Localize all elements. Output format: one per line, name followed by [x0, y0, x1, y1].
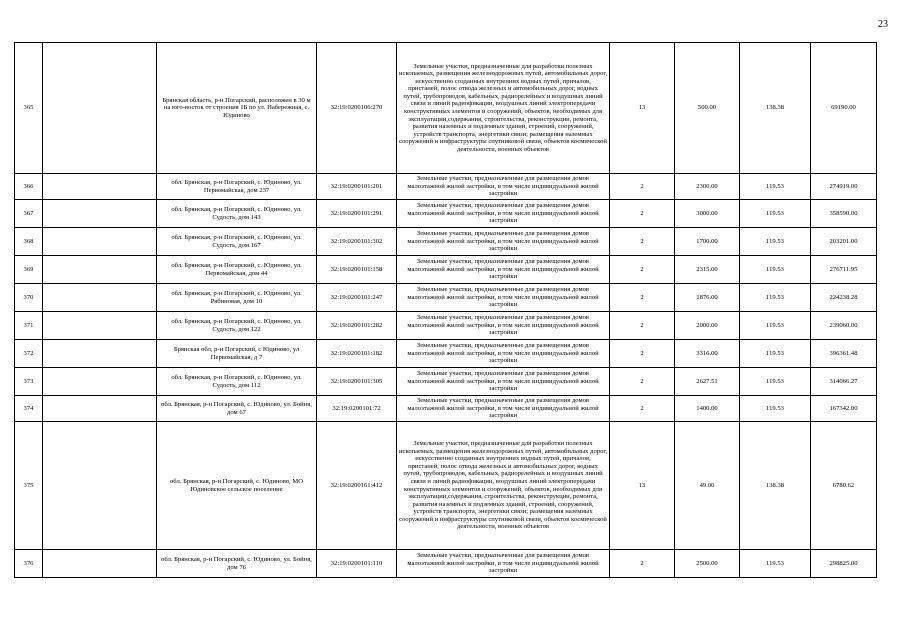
category-cell: 2 [610, 396, 675, 422]
rate-cell: 119.53 [740, 284, 811, 312]
rate-cell: 138.38 [740, 422, 811, 550]
cadastral-value-cell: 239060.00 [811, 312, 877, 340]
blank-cell [43, 43, 157, 174]
blank-cell [43, 312, 157, 340]
address-cell: обл. Брянская, р-н Погарский, с. Юдиново, ул. Судость, дом 112 [157, 368, 317, 396]
blank-cell [43, 228, 157, 256]
category-cell: 2 [610, 340, 675, 368]
cadastral-number-cell: 32:19:0200101:302 [317, 228, 397, 256]
row-number: 376 [15, 550, 43, 578]
table-row [15, 368, 877, 396]
address-cell: обл. Брянская, р-н Погарский, с. Юдиново, ул. Судость, дом 143 [157, 200, 317, 228]
rate-cell: 119.53 [740, 174, 811, 200]
blank-cell [43, 396, 157, 422]
cadastral-value-cell: 314066.27 [811, 368, 877, 396]
cadastral-number-cell: 32:19:0200101:182 [317, 340, 397, 368]
cadastral-number-cell: 32:19:0200101:282 [317, 312, 397, 340]
blank-cell [43, 340, 157, 368]
land-use-cell: Земельные участки, предназначенные для разработки полезных ископаемых, размещения железнодорожных путей, автомобильных дорог, искусственно созданных внутренних водных путей, причалов, пристаней, полос отвода железных и автомобильных дорог, водных путей, трубопроводов, кабельных, радиорелейных и воздушных линий связи и линий радиофикации, воздушных линий электропередачи конструктивных элементов и сооружений, объектов, необходимых для эксплуатации,содержания, строительства, реконструкции, ремонта, развития наземных и подземных зданий, строений, сооружений, устройств транспорта, энергетики связи; размещения наземных сооружений и инфраструктуры спутниковой связи, объектов космической деятельности, военных объектов [397, 43, 610, 174]
table-row [15, 43, 877, 174]
area-cell: 500.00 [675, 43, 740, 174]
address-cell: Брянская область, р-н Погарский, расположен в 30 м на юго-восток от строения 1Б по ул. Набережная, с. Юдиново [157, 43, 317, 174]
cadastral-number-cell: 32:19:0200101:291 [317, 200, 397, 228]
blank-cell [43, 550, 157, 578]
table-row [15, 200, 877, 228]
blank-cell [43, 368, 157, 396]
cadastral-value-cell: 396361.48 [811, 340, 877, 368]
cadastral-number-cell: 32:19:0200101:158 [317, 256, 397, 284]
table-body [15, 43, 877, 578]
cadastral-value-cell: 274919.00 [811, 174, 877, 200]
area-cell: 1876.00 [675, 284, 740, 312]
row-number: 369 [15, 256, 43, 284]
cadastral-value-cell: 167342.00 [811, 396, 877, 422]
category-cell: 2 [610, 312, 675, 340]
blank-cell [43, 256, 157, 284]
blank-cell [43, 422, 157, 550]
table-row [15, 340, 877, 368]
row-number: 367 [15, 200, 43, 228]
row-number: 371 [15, 312, 43, 340]
address-cell: обл. Брянская, р-н Погарский, с. Юдиново, МО Юдиновское сельское поселение [157, 422, 317, 550]
rate-cell: 119.53 [740, 550, 811, 578]
category-cell: 2 [610, 256, 675, 284]
area-cell: 1700.00 [675, 228, 740, 256]
category-cell: 2 [610, 228, 675, 256]
table-row [15, 174, 877, 200]
cadastral-number-cell: 32:19:0200101:110 [317, 550, 397, 578]
land-use-cell: Земельные участки, предназначенные для размещения домов малоэтажной жилой застройки, в том числе индивидуальной жилой застройки [397, 174, 610, 200]
row-number: 365 [15, 43, 43, 174]
blank-cell [43, 200, 157, 228]
category-cell: 2 [610, 550, 675, 578]
row-number: 366 [15, 174, 43, 200]
area-cell: 49.00 [675, 422, 740, 550]
rate-cell: 119.53 [740, 340, 811, 368]
row-number: 374 [15, 396, 43, 422]
address-cell: обл. Брянская, р-н Погарский, с. Юдиново, ул. Бойня, дом 76 [157, 550, 317, 578]
table-row [15, 228, 877, 256]
address-cell: обл. Брянская, р-н Погарский, с. Юдиново, ул. Бойня, дом 67 [157, 396, 317, 422]
land-use-cell: Земельные участки, предназначенные для размещения домов малоэтажной жилой застройки, в том числе индивидуальной жилой застройки [397, 284, 610, 312]
land-use-cell: Земельные участки, предназначенные для размещения домов малоэтажной жилой застройки, в том числе индивидуальной жилой застройки [397, 550, 610, 578]
area-cell: 3316.00 [675, 340, 740, 368]
area-cell: 2000.00 [675, 312, 740, 340]
category-cell: 2 [610, 368, 675, 396]
rate-cell: 119.53 [740, 256, 811, 284]
land-use-cell: Земельные участки, предназначенные для размещения домов малоэтажной жилой застройки, в том числе индивидуальной жилой застройки [397, 368, 610, 396]
cadastral-value-cell: 358590.00 [811, 200, 877, 228]
land-use-cell: Земельные участки, предназначенные для размещения домов малоэтажной жилой застройки, в том числе индивидуальной жилой застройки [397, 200, 610, 228]
rate-cell: 119.53 [740, 396, 811, 422]
cadastral-value-cell: 6780.62 [811, 422, 877, 550]
address-cell: обл. Брянская, р-н Погарский, с. Юдиново, ул. Судость, дом 122 [157, 312, 317, 340]
blank-cell [43, 284, 157, 312]
rate-cell: 138.38 [740, 43, 811, 174]
row-number: 368 [15, 228, 43, 256]
land-use-cell: Земельные участки, предназначенные для размещения домов малоэтажной жилой застройки, в том числе индивидуальной жилой застройки [397, 256, 610, 284]
address-cell: обл. Брянская, р-н Погарский, с. Юдиново, ул. Первомайская, дом 237 [157, 174, 317, 200]
table-row [15, 256, 877, 284]
row-number: 373 [15, 368, 43, 396]
area-cell: 2300.00 [675, 174, 740, 200]
row-number: 375 [15, 422, 43, 550]
land-plots-table [14, 42, 877, 578]
table-row [15, 396, 877, 422]
address-cell: обл. Брянская, р-н Погарский, с. Юдиново, ул. Судость, дом 167 [157, 228, 317, 256]
cadastral-number-cell: 32:19:0200161:412 [317, 422, 397, 550]
area-cell: 3000.00 [675, 200, 740, 228]
table-row [15, 550, 877, 578]
rate-cell: 119.53 [740, 312, 811, 340]
cadastral-number-cell: 32:19:0200101:305 [317, 368, 397, 396]
address-cell: Брянская обл, р-н Погарский, с Юдиново, ул Первомайская, д 7 [157, 340, 317, 368]
rate-cell: 119.53 [740, 228, 811, 256]
rate-cell: 119.53 [740, 200, 811, 228]
cadastral-value-cell: 69190.00 [811, 43, 877, 174]
row-number: 370 [15, 284, 43, 312]
page-number: 23 [878, 19, 888, 30]
land-use-cell: Земельные участки, предназначенные для размещения домов малоэтажной жилой застройки, в том числе индивидуальной жилой застройки [397, 312, 610, 340]
rate-cell: 119.53 [740, 368, 811, 396]
category-cell: 13 [610, 422, 675, 550]
area-cell: 2500.00 [675, 550, 740, 578]
cadastral-number-cell: 32:19:0200101:72 [317, 396, 397, 422]
row-number: 372 [15, 340, 43, 368]
address-cell: обл. Брянская, р-н Погарский, с. Юдиново, ул. Рябиновая, дом 10 [157, 284, 317, 312]
land-use-cell: Земельные участки, предназначенные для размещения домов малоэтажной жилой застройки, в том числе индивидуальной жилой застройки [397, 228, 610, 256]
cadastral-value-cell: 276711.95 [811, 256, 877, 284]
table-row [15, 284, 877, 312]
land-use-cell: Земельные участки, предназначенные для разработки полезных ископаемых, размещения железнодорожных путей, автомобильных дорог, искусственно созданных внутренних водных путей, причалов, пристаней, полос отвода железных и автомобильных дорог, водных путей, трубопроводов, кабельных, радиорелейных и воздушных линий связи и линий радиофикации, воздушных линий электропередачи конструктивных элементов и сооружений, объектов, необходимых для эксплуатации,содержания, строительства, реконструкции, ремонта, развития наземных и подземных зданий, строений, сооружений, устройств транспорта, энергетики связи; размещения наземных сооружений и инфраструктуры спутниковой связи, объектов космической деятельности, военных объектов [397, 422, 610, 550]
cadastral-number-cell: 32:19:0200106:270 [317, 43, 397, 174]
table-row [15, 312, 877, 340]
category-cell: 2 [610, 284, 675, 312]
address-cell: обл. Брянская, р-н Погарский, с. Юдиново, ул. Первомайская, дом 44 [157, 256, 317, 284]
table-row [15, 422, 877, 550]
area-cell: 1400.00 [675, 396, 740, 422]
cadastral-value-cell: 298825.00 [811, 550, 877, 578]
cadastral-number-cell: 32:19:0200101:247 [317, 284, 397, 312]
blank-cell [43, 174, 157, 200]
category-cell: 2 [610, 200, 675, 228]
cadastral-value-cell: 203201.00 [811, 228, 877, 256]
cadastral-number-cell: 32:19:0200101:201 [317, 174, 397, 200]
category-cell: 2 [610, 174, 675, 200]
area-cell: 2315.00 [675, 256, 740, 284]
area-cell: 2627.51 [675, 368, 740, 396]
land-use-cell: Земельные участки, предназначенные для размещения домов малоэтажной жилой застройки, в том числе индивидуальной жилой застройки [397, 396, 610, 422]
land-use-cell: Земельные участки, предназначенные для размещения домов малоэтажной жилой застройки, в том числе индивидуальной жилой застройки [397, 340, 610, 368]
cadastral-value-cell: 224238.28 [811, 284, 877, 312]
category-cell: 13 [610, 43, 675, 174]
